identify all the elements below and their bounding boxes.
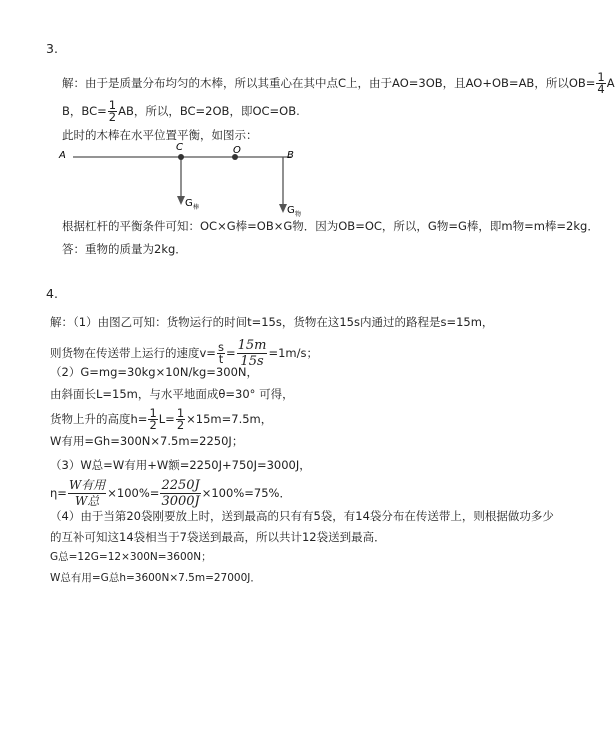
q3-line-4: 根据杠杆的平衡条件可知：OC×G棒=OB×G物．因为OB=OC，所以，G物=G棒，即m物=m棒=2kg． <box>62 219 599 233</box>
fraction-one-quarter: $\frac{1}{4}$ <box>597 70 605 96</box>
label-b: B <box>287 150 294 161</box>
g-right-arrow-head <box>279 204 287 213</box>
q4-line-10: 的互补可知这14袋相当于7袋送到最高，所以共计12袋送到最高． <box>50 530 386 544</box>
question-4-number: 4. <box>46 286 58 301</box>
fraction-w-useful-over-w-total: $\frac{\text{W有用}}{\text{W总}}$ <box>68 478 106 508</box>
q4-line-4: 由斜面长L=15m，与水平地面成θ=30° 可得， <box>50 387 294 401</box>
fraction-2250j-over-3000j: $\frac{2250J}{3000J}$ <box>161 478 200 509</box>
center-of-mass-point <box>178 154 184 160</box>
lever-diagram <box>55 140 315 220</box>
q3-line-3: 此时的木棒在水平位置平衡，如图示： <box>62 128 258 142</box>
q4-line-7: （3）W总=W有用+W额=2250J+750J=3000J， <box>50 458 311 472</box>
fraction-s-over-t: $\frac{s}{t}$ <box>217 340 224 366</box>
q4-line-5: 货物上升的高度h= $\frac{1}{2}$ L= $\frac{1}{2}$ ×15m=7.5m， <box>50 406 273 432</box>
label-g-right-sub: 物 <box>295 211 302 218</box>
fraction-one-half: $\frac{1}{2}$ <box>108 98 117 124</box>
q3-line-2: B，BC= $\frac{1}{2}$ AB，所以，BC=2OB，即OC=OB. <box>62 98 300 124</box>
q4-line-1: 解：（1）由图乙可知：货物运行的时间t=15s，货物在这15s内通过的路程是s=15m， <box>50 315 494 329</box>
q4-line-8: η= $\frac{\text{W有用}}{\text{W总}}$ ×100%= $\frac{2250J}{3000J}$ ×100%=75%． <box>50 478 291 509</box>
label-c: C <box>176 142 183 153</box>
label-o: O <box>233 145 241 156</box>
fraction-one-half-b: $\frac{1}{2}$ <box>176 406 185 432</box>
fraction-one-half-a: $\frac{1}{2}$ <box>149 406 157 432</box>
label-g-left: G <box>185 198 193 209</box>
q3-line-5: 答：重物的质量为2kg． <box>62 242 187 256</box>
fraction-15m-over-15s: $\frac{15m}{15s}$ <box>237 338 267 369</box>
q3-line-1: 解：由于是质量分布均匀的木棒，所以其重心在其中点C上，由于AO=3OB，且AO+OB=AB，所以OB= $\frac{1}{4}$ A <box>62 70 615 96</box>
question-3-number: 3. <box>46 41 58 56</box>
q4-line-6: W有用=Gh=300N×7.5m=2250J； <box>50 434 244 448</box>
q4-line-2: 则货物在传送带上运行的速度v= $\frac{s}{t}$ = $\frac{15m}{15s}$ =1m/s； <box>50 338 318 369</box>
q4-line-12: W总有用=G总h=3600N×7.5m=27000J． <box>50 572 261 584</box>
label-g-left-sub: 棒 <box>193 204 200 211</box>
label-g-right: G <box>287 205 295 216</box>
g-left-arrow-head <box>177 196 185 205</box>
q4-line-11: G总=12G=12×300N=3600N； <box>50 551 212 563</box>
q4-line-3: （2）G=mg=30kg×10N/kg=300N， <box>50 365 258 379</box>
q4-line-9: （4）由于当第20袋刚要放上时，送到最高的只有有5袋，有14袋分布在传送带上，则根据做功多少 <box>50 509 554 523</box>
label-a: A <box>59 150 66 161</box>
